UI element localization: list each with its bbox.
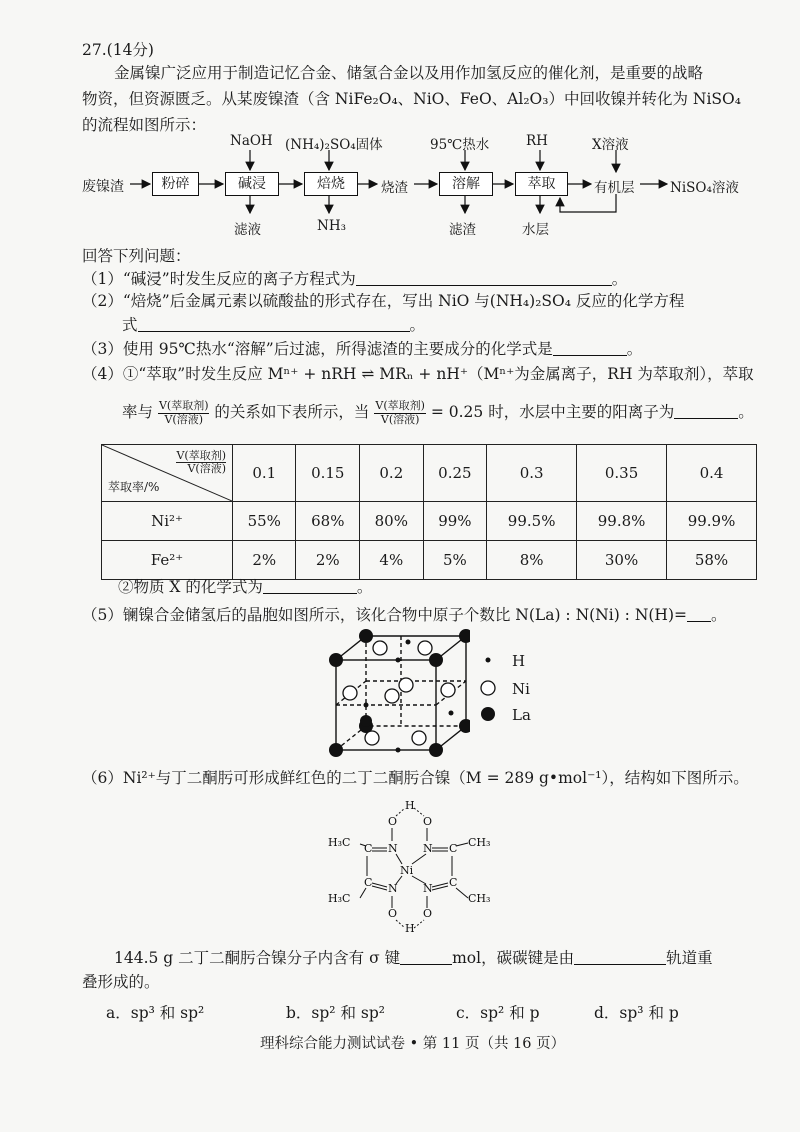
table-cell: 8% — [487, 541, 577, 580]
q2-text-2: 式 — [122, 316, 138, 334]
q4-answer-blank[interactable] — [674, 418, 738, 419]
table-cell: 99.8% — [577, 502, 667, 541]
q4-end: 。 — [738, 403, 754, 422]
la-atom — [360, 715, 372, 727]
la-atom — [329, 743, 343, 757]
q6-text: Ni²⁺与丁二酮肟可形成鲜红色的二丁二酮肟合镍（M = 289 g•mol⁻¹），结构如下图所示。 — [122, 769, 749, 787]
q2-number: （2） — [82, 292, 123, 310]
q4-frac-den: V(溶液) — [164, 412, 203, 426]
q3-end: 。 — [626, 340, 643, 358]
q5-text: 镧镍合金储氢后的晶胞如图所示，该化合物中原子个数比 N(La) : N(Ni) : N(H)= — [122, 606, 687, 624]
q4-rate-a: 率与 — [122, 403, 154, 422]
molecule-structure — [320, 796, 510, 940]
atom-o: O — [423, 815, 433, 828]
atom-o: O — [388, 907, 398, 920]
atom-c: C — [364, 876, 373, 889]
table-column-header: 0.3 — [487, 445, 577, 502]
q2-end: 。 — [409, 316, 426, 334]
table-cell: 80% — [360, 502, 423, 541]
molecule-h-bottom: H — [405, 922, 415, 935]
legend-h-label: H — [512, 652, 526, 670]
q6-option-d[interactable]: d．sp³ 和 p — [594, 1004, 679, 1022]
la-atom — [429, 743, 443, 757]
q2-text: “焙烧”后金属元素以硫酸盐的形式存在，写出 NiO 与(NH₄)₂SO₄ 反应的化学方程 — [122, 292, 685, 310]
table-cell: 5% — [423, 541, 487, 580]
flow-output-filtrate: 滤液 — [234, 222, 261, 238]
ni-atom — [418, 641, 432, 655]
flow-start: 废镍渣 — [82, 179, 124, 195]
flow-step-extract: 萃取 — [515, 172, 568, 196]
q1-text: “碱浸”时发生反应的离子方程式为 — [122, 270, 356, 288]
q4-fraction-2 — [374, 400, 426, 426]
legend-la-symbol — [481, 707, 495, 721]
crystal-cell-diagram — [320, 628, 470, 760]
methyl-group: H₃C — [328, 836, 351, 849]
flow-input-x-solution: X溶液 — [592, 137, 629, 153]
table-cell: 2% — [296, 541, 360, 580]
question-5 — [82, 608, 727, 624]
methyl-group: H₃C — [328, 892, 351, 905]
q5-end: 。 — [711, 606, 727, 624]
table-column-header: 0.35 — [577, 445, 667, 502]
q6-option-a[interactable]: a．sp³ 和 sp² — [106, 1004, 205, 1022]
q6-number: （6） — [82, 769, 123, 787]
q6-part-b: mol，碳碳键是由 — [452, 949, 575, 967]
table-cell: 4% — [360, 541, 423, 580]
la-atom — [359, 629, 373, 643]
table-cell: 58% — [667, 541, 757, 580]
table-column-header: 0.1 — [233, 445, 296, 502]
la-atom — [329, 653, 343, 667]
atom-c: C — [449, 842, 458, 855]
q1-end: 。 — [611, 270, 628, 288]
atom-o: O — [388, 815, 398, 828]
table-row — [102, 502, 757, 541]
flow-input-naoh: NaOH — [230, 133, 273, 149]
ni-atom — [399, 678, 413, 692]
flow-step-crush: 粉碎 — [152, 172, 199, 196]
atom-n: N — [423, 842, 433, 855]
page-footer: 理科综合能力测试试卷 • 第 11 页（共 16 页） — [260, 1036, 566, 1052]
legend-ni-label: Ni — [512, 680, 530, 698]
q4-text-a: ①“萃取”时发生反应 Mⁿ⁺ + nRH ⇌ MRₙ + nH⁺（Mⁿ⁺为金属离子，RH 为萃取剂），萃取 — [122, 365, 754, 383]
q4-rate-b: 的关系如下表所示，当 — [214, 403, 370, 422]
legend-la-label: La — [512, 706, 531, 724]
table-column-header: 0.25 — [423, 445, 487, 502]
table-cell: 99.9% — [667, 502, 757, 541]
corner-top-2: V(溶液) — [187, 462, 226, 476]
corner-top-1: V(萃取剂) — [176, 449, 226, 462]
q2-answer-blank[interactable] — [138, 331, 410, 332]
atom-n: N — [388, 842, 398, 855]
q3-answer-blank[interactable] — [553, 355, 627, 356]
cell-legend-symbols — [478, 650, 498, 730]
table-column-header: 0.4 — [667, 445, 757, 502]
q3-number: （3） — [82, 340, 123, 358]
q5-answer-blank[interactable] — [687, 621, 711, 622]
answer-prompt: 回答下列问题： — [82, 247, 191, 265]
q4-fraction-1 — [158, 400, 210, 426]
flow-step-alkali-leach: 碱浸 — [225, 172, 279, 196]
h-atom — [449, 711, 454, 716]
methyl-group: CH₃ — [468, 892, 491, 905]
flow-output-residue: 滤渣 — [449, 222, 476, 238]
q6-part-c: 轨道重 — [666, 949, 713, 967]
question-4 — [82, 367, 754, 383]
flow-step-roast: 焙烧 — [304, 172, 358, 196]
legend-h-symbol — [486, 658, 491, 663]
question-6-blanks — [114, 951, 713, 967]
q6-sigma-blank[interactable] — [400, 964, 452, 965]
q3-text: 使用 95℃热水“溶解”后过滤，所得滤渣的主要成分的化学式是 — [122, 340, 553, 358]
ni-atom — [441, 683, 455, 697]
q4-part2-text: ②物质 X 的化学式为 — [118, 578, 263, 596]
legend-ni-symbol — [481, 681, 495, 695]
q6-line-2: 叠形成的。 — [82, 973, 160, 991]
flow-output-nh3: NH₃ — [317, 218, 346, 234]
ni-atom — [373, 641, 387, 655]
question-6 — [82, 771, 749, 787]
row-label: Fe²⁺ — [102, 541, 233, 580]
q4-frac-num-2: V(萃取剂) — [375, 399, 425, 412]
intro-line-3: 的流程如图所示： — [82, 116, 207, 134]
atom-n: N — [423, 882, 433, 895]
atom-c: C — [364, 842, 373, 855]
q6-part-a: 144.5 g 二丁二酮肟合镍分子内含有 σ 键 — [114, 949, 401, 967]
flow-arrows — [0, 0, 800, 250]
atom-c: C — [449, 876, 458, 889]
table-header-row — [102, 445, 757, 502]
corner-bottom: 萃取率/% — [108, 480, 160, 494]
question-number: 27. — [82, 41, 107, 59]
flow-mid-product: 烧渣 — [381, 180, 408, 196]
q4-rate-c: = 0.25 时，水层中主要的阳离子为 — [430, 403, 675, 422]
question-1 — [82, 272, 627, 288]
intro-line-2: 物资，但资源匮乏。从某废镍渣（含 NiFe₂O₄、NiO、FeO、Al₂O₃）中回收镍并转化为 NiSO₄ — [82, 90, 741, 108]
flow-input-ammonium-sulfate: (NH₄)₂SO₄固体 — [285, 137, 383, 153]
h-atom — [396, 658, 401, 663]
table-cell: 2% — [233, 541, 296, 580]
table-cell: 68% — [296, 502, 360, 541]
q4-part2-end: 。 — [356, 578, 373, 596]
question-4-part-2 — [118, 580, 372, 596]
h-atom — [364, 703, 369, 708]
extraction-rate-table — [101, 444, 757, 580]
q4-frac-num: V(萃取剂) — [158, 399, 209, 412]
flow-input-rh: RH — [526, 133, 548, 149]
ni-atom — [365, 731, 379, 745]
q6-orbital-blank[interactable] — [574, 964, 666, 965]
ni-atom — [343, 686, 357, 700]
molecule-h-top: H — [405, 799, 415, 812]
h-atom — [396, 748, 401, 753]
la-atom — [429, 653, 443, 667]
atom-n: N — [388, 882, 398, 895]
flow-organic-layer: 有机层 — [594, 180, 635, 196]
corner-top — [176, 449, 226, 475]
atom-ni: Ni — [400, 864, 414, 877]
ni-atom — [385, 689, 399, 703]
q6-option-b[interactable]: b．sp² 和 sp² — [286, 1004, 385, 1022]
methyl-group: CH₃ — [468, 836, 491, 849]
question-points: (14分) — [106, 41, 154, 59]
q1-answer-blank[interactable] — [356, 285, 612, 286]
table-column-header: 0.2 — [360, 445, 423, 502]
table-cell: 55% — [233, 502, 296, 541]
flow-step-dissolve: 溶解 — [439, 172, 493, 196]
table-cell: 99.5% — [487, 502, 577, 541]
q4-number: （4） — [82, 365, 123, 383]
q4-part2-blank[interactable] — [263, 593, 357, 594]
q5-number: （5） — [82, 606, 123, 624]
question-2 — [82, 294, 684, 310]
question-2-cont — [122, 318, 425, 334]
question-3 — [82, 342, 642, 358]
atom-o: O — [423, 907, 433, 920]
table-corner-cell — [102, 445, 233, 502]
question-4-rate-line — [122, 400, 754, 426]
q4-frac-den-2: V(溶液) — [380, 412, 420, 426]
q6-option-c[interactable]: c．sp² 和 p — [456, 1004, 540, 1022]
intro-line-1: 金属镍广泛应用于制造记忆合金、储氢合金以及用作加氢反应的催化剂，是重要的战略 — [114, 64, 704, 82]
table-cell: 99% — [423, 502, 487, 541]
ni-atom — [412, 731, 426, 745]
table-column-header: 0.15 — [296, 445, 360, 502]
flow-output-aqueous: 水层 — [522, 222, 549, 238]
h-atom — [406, 640, 411, 645]
q1-number: （1） — [82, 270, 123, 288]
table-row — [102, 541, 757, 580]
flow-product: NiSO₄溶液 — [670, 180, 739, 196]
flow-input-hot-water: 95℃热水 — [430, 137, 490, 153]
table-cell: 30% — [577, 541, 667, 580]
row-label: Ni²⁺ — [102, 502, 233, 541]
